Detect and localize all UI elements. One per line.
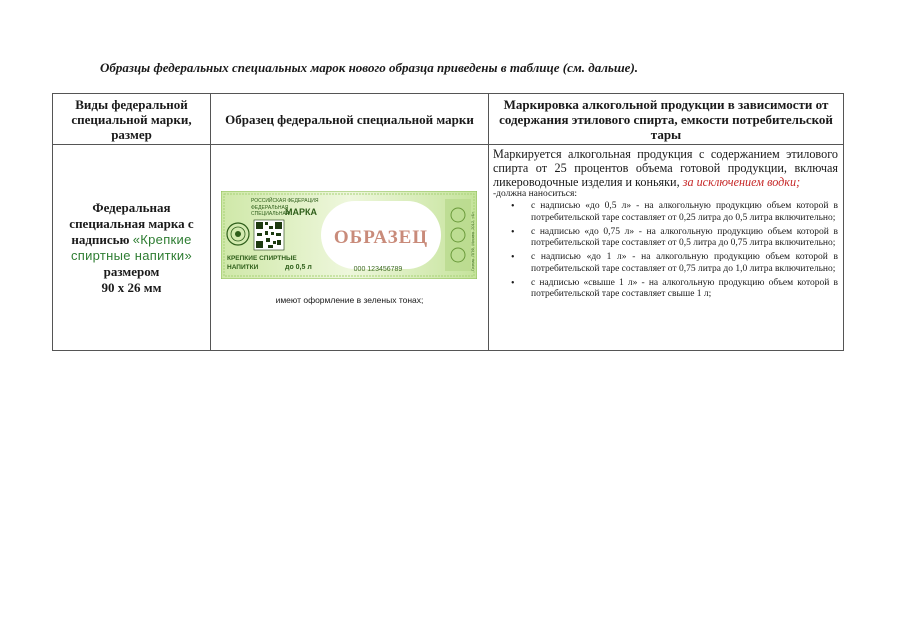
list-item: • с надписью «до 0,5 л» - на алкогольную продукцию объем которой в потребительской таре составляет от 0,25 литра до 0,5 литра включительно; [531,201,838,224]
stamps-table [52,93,844,351]
qr-code-icon [254,220,284,250]
must-apply-label: -должна наноситься: [493,189,577,199]
stamp-header-line1: РОССИЙСКАЯ ФЕДЕРАЦИЯ [251,198,319,204]
stamp-caption: имеют оформление в зеленых тонах; [275,295,424,305]
table-row [53,145,844,351]
stamp-header-line3: СПЕЦИАЛЬНАЯ [251,211,290,217]
stamp-sample-cell [211,145,489,351]
stamp-image [221,191,477,279]
stamp-category-line2: НАПИТКИ [227,264,259,271]
stamp-type-highlight: «Крепкие спиртные напитки» [70,231,192,263]
stamp-header-mark: МАРКА [285,207,317,217]
labeling-bullet-list [493,201,838,300]
header-stamp-sample: Образец федеральной специальной марки [211,94,489,145]
list-item: • с надписью «до 1 л» - на алкогольную продукцию объем которой в потребительской таре составляет от 0,75 литра до 1,0 литра включительно; [531,252,838,275]
stamp-category-line1: КРЕПКИЕ СПИРТНЫЕ [227,255,297,262]
labeling-cell [489,145,844,351]
table-header-row [53,94,844,145]
labeling-description: Маркируется алкогольная продукция с содержанием этилового спирта от 25 процентов объема готовой продукции, включая ликероводочные изделия и коньяки, [493,147,838,189]
stamp-size-label: размером [103,263,160,279]
stamp-type-prefix: Федеральная специальная марка с надписью [69,199,194,247]
stamp-side-text: Гознак. ППФ. Москва. 2012. «Б» [470,211,475,271]
header-stamp-types: Виды федеральной специальной марки, размер [53,94,211,145]
list-item: • с надписью «до 0,75 л» - на алкогольную продукцию объем которой в потребительской таре составляет от 0,5 литра до 0,75 литра включительно; [531,227,838,250]
stamp-sample-word: ОБРАЗЕЦ [333,227,429,248]
stamp-header-line2: ФЕДЕРАЛЬНАЯ [251,205,289,211]
list-item: • с надписью «свыше 1 л» - на алкогольную продукцию объем которой в потребительской таре составляет свыше 1 л; [531,278,838,301]
stamp-serial: 000 123456789 [353,266,403,273]
hologram-icon [445,199,471,271]
stamp-volume: до 0,5 л [285,264,312,271]
labeling-exception: за исключением водки; [682,175,801,189]
stamp-type-cell [53,145,211,351]
stamp-size-value: 90 х 26 мм [101,279,162,295]
header-labeling: Маркировка алкогольной продукции в зависимости от содержания этилового спирта, емкости потребительской тары [489,94,844,145]
intro-heading: Образцы федеральных специальных марок нового образца приведены в таблице (см. дальше). [100,60,639,75]
